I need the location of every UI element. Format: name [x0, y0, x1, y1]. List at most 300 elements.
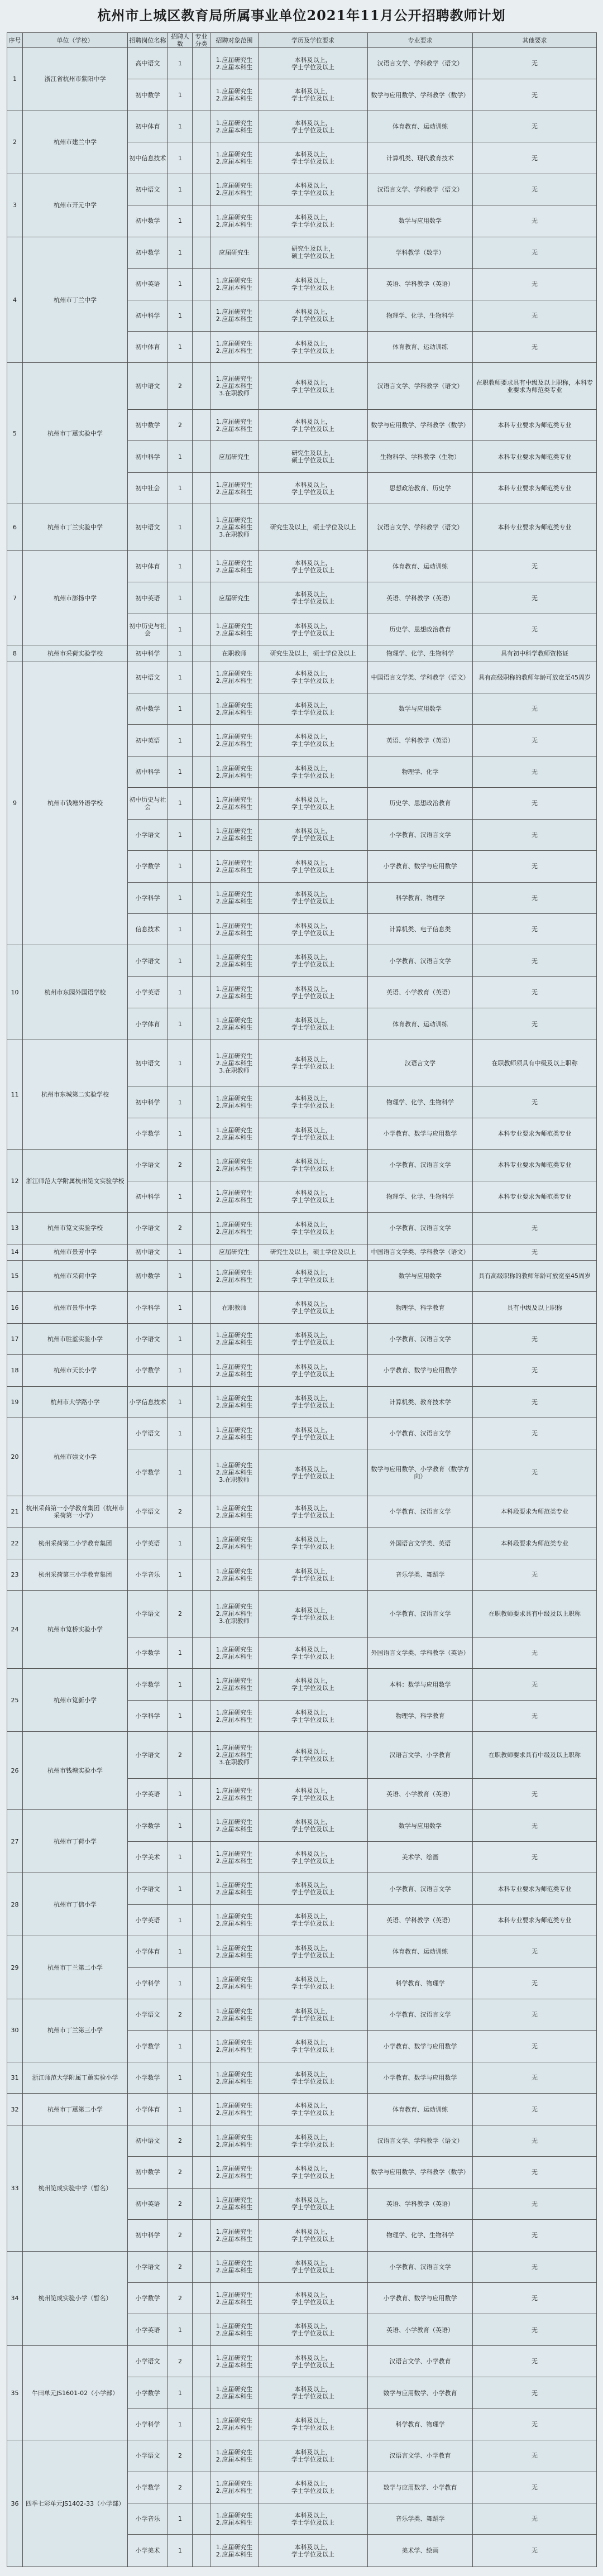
position-cell: 初中体育: [128, 331, 168, 362]
school-cell: 杭州市丁蕙实验中学: [23, 363, 128, 504]
major-cell: 外国语言文学类、英语: [368, 1528, 473, 1559]
sequence-cell: 34: [7, 2251, 23, 2345]
other-requirement-cell: 本科专业要求为师范类专业: [473, 1118, 597, 1149]
other-requirement-cell: 无: [473, 2377, 597, 2409]
headcount-cell: 1: [168, 2314, 193, 2345]
headcount-cell: 2: [168, 2188, 193, 2219]
category-cell: [193, 2472, 210, 2503]
other-requirement-cell: 无: [473, 1559, 597, 1590]
other-requirement-cell: 无: [473, 269, 597, 300]
headcount-cell: 1: [168, 756, 193, 787]
other-requirement-cell: 无: [473, 1841, 597, 1873]
category-cell: [193, 2031, 210, 2062]
table-row: [7, 1810, 597, 1841]
scope-cell: 1.应届研究生 2.应届本科生: [210, 2535, 259, 2567]
headcount-cell: 1: [168, 441, 193, 472]
other-requirement-cell: 无: [473, 2535, 597, 2567]
education-cell: 本科及以上， 学士学位及以上: [259, 1669, 368, 1700]
major-cell: 汉语言文学、学科教学（语文）: [368, 174, 473, 205]
school-cell: 杭州市丁荷小学: [23, 1810, 128, 1873]
school-cell: 杭州市采荷中学: [23, 1260, 128, 1291]
education-cell: 本科及以上， 学士学位及以上: [259, 111, 368, 142]
school-cell: 杭州市大学路小学: [23, 1386, 128, 1418]
major-cell: 英语、学科教学（英语）: [368, 269, 473, 300]
position-cell: 初中历史与社会: [128, 788, 168, 819]
position-cell: 小学语文: [128, 1591, 168, 1637]
category-cell: [193, 472, 210, 504]
headcount-cell: 1: [168, 914, 193, 945]
category-cell: [193, 756, 210, 787]
education-cell: 本科及以上， 学士学位及以上: [259, 1040, 368, 1086]
education-cell: 本科及以上， 学士学位及以上: [259, 2503, 368, 2535]
major-cell: 小学教育、汉语言文学: [368, 1999, 473, 2031]
major-cell: 汉语言文学、学科教学（语文）: [368, 504, 473, 551]
other-requirement-cell: 本科专业要求为师范类专业: [473, 410, 597, 441]
table-row: [7, 111, 597, 142]
scope-cell: 1.应届研究生 2.应届本科生: [210, 331, 259, 362]
other-requirement-cell: 在职教师须具有中级及以上职称: [473, 1040, 597, 1086]
scope-cell: 1.应届研究生 2.应届本科生: [210, 111, 259, 142]
scope-cell: 1.应届研究生 2.应届本科生: [210, 788, 259, 819]
other-requirement-cell: 无: [473, 2503, 597, 2535]
scope-cell: 1.应届研究生 2.应届本科生: [210, 914, 259, 945]
headcount-cell: 1: [168, 2031, 193, 2062]
table-row: [7, 2062, 597, 2093]
sequence-cell: 3: [7, 174, 23, 237]
headcount-cell: 1: [168, 582, 193, 614]
headcount-cell: 2: [168, 2125, 193, 2156]
position-cell: 小学体育: [128, 1936, 168, 1967]
other-requirement-cell: 无: [473, 851, 597, 882]
category-cell: [193, 2094, 210, 2125]
headcount-cell: 1: [168, 614, 193, 645]
sequence-cell: 10: [7, 945, 23, 1040]
category-cell: [193, 441, 210, 472]
school-cell: 杭州笕成实验中学（暂名）: [23, 2125, 128, 2251]
scope-cell: 1.应届研究生 2.应届本科生: [210, 945, 259, 976]
education-cell: 本科及以上， 学士学位及以上: [259, 1999, 368, 2031]
major-cell: 小学教育、汉语言文学: [368, 2251, 473, 2282]
other-requirement-cell: 无: [473, 237, 597, 268]
other-requirement-cell: 无: [473, 2472, 597, 2503]
other-requirement-cell: 无: [473, 2188, 597, 2219]
category-cell: [193, 1496, 210, 1528]
position-cell: 初中语文: [128, 174, 168, 205]
school-cell: 牛田单元JS1601-02（小学部）: [23, 2345, 128, 2440]
position-cell: 小学美术: [128, 2535, 168, 2567]
school-cell: 杭州市笕新小学: [23, 1669, 128, 1732]
major-cell: 数学与应用数学: [368, 1810, 473, 1841]
education-cell: 本科及以上， 学士学位及以上: [259, 1904, 368, 1936]
scope-cell: 1.应届研究生 2.应届本科生 3.在职教师: [210, 1591, 259, 1637]
other-requirement-cell: 无: [473, 1355, 597, 1386]
table-row: [7, 48, 597, 79]
scope-cell: 1.应届研究生 2.应届本科生: [210, 1118, 259, 1149]
headcount-cell: 1: [168, 1637, 193, 1669]
category-cell: [193, 851, 210, 882]
major-cell: 体育教育、运动训练: [368, 1008, 473, 1040]
major-cell: 小学教育、汉语言文学: [368, 1496, 473, 1528]
headcount-cell: 2: [168, 1496, 193, 1528]
scope-cell: 1.应届研究生 2.应届本科生: [210, 2377, 259, 2409]
education-cell: 本科及以上， 学士学位及以上: [259, 1386, 368, 1418]
education-cell: 本科及以上， 学士学位及以上: [259, 1841, 368, 1873]
category-cell: [193, 1323, 210, 1354]
scope-cell: 1.应届研究生 2.应届本科生: [210, 1700, 259, 1731]
category-cell: [193, 1591, 210, 1637]
category-cell: [193, 174, 210, 205]
position-cell: 小学英语: [128, 2314, 168, 2345]
other-requirement-cell: 无: [473, 2062, 597, 2093]
sequence-cell: 28: [7, 1873, 23, 1936]
scope-cell: 1.应届研究生 2.应届本科生: [210, 2062, 259, 2093]
headcount-cell: 1: [168, 1904, 193, 1936]
position-cell: 小学体育: [128, 2094, 168, 2125]
headcount-cell: 1: [168, 1559, 193, 1590]
headcount-cell: 1: [168, 2535, 193, 2567]
position-cell: 初中语文: [128, 1244, 168, 1260]
other-requirement-cell: 无: [473, 1213, 597, 1244]
scope-cell: 应届研究生: [210, 582, 259, 614]
position-cell: 小学音乐: [128, 1559, 168, 1590]
headcount-cell: 1: [168, 1841, 193, 1873]
education-cell: 本科及以上， 学士学位及以上: [259, 2314, 368, 2345]
other-requirement-cell: 在职教师要求具有中级及以上职称: [473, 1591, 597, 1637]
education-cell: 本科及以上， 学士学位及以上: [259, 788, 368, 819]
category-cell: [193, 1559, 210, 1590]
major-cell: 小学教育、汉语言文学: [368, 819, 473, 850]
major-cell: 数学与应用数学: [368, 693, 473, 724]
table-row: [7, 1873, 597, 1904]
category-cell: [193, 1778, 210, 1809]
position-cell: 初中科学: [128, 300, 168, 331]
sequence-cell: 30: [7, 1999, 23, 2062]
other-requirement-cell: 具有高级职称的教师年龄可放宽至45周岁: [473, 662, 597, 693]
position-cell: 小学语文: [128, 1873, 168, 1904]
category-cell: [193, 111, 210, 142]
table-row: [7, 1591, 597, 1637]
other-requirement-cell: 本科专业要求为师范类专业: [473, 441, 597, 472]
scope-cell: 1.应届研究生 2.应届本科生: [210, 2282, 259, 2314]
category-cell: [193, 1118, 210, 1149]
category-cell: [193, 2345, 210, 2377]
table-row: [7, 504, 597, 551]
education-cell: 本科及以上， 学士学位及以上: [259, 2031, 368, 2062]
other-requirement-cell: 无: [473, 1244, 597, 1260]
headcount-cell: 1: [168, 48, 193, 79]
table-row: [7, 550, 597, 582]
scope-cell: 1.应届研究生 2.应届本科生: [210, 2472, 259, 2503]
education-cell: 本科及以上， 学士学位及以上: [259, 79, 368, 111]
table-body: [7, 48, 597, 2567]
major-cell: 英语、小学教育（英语）: [368, 2314, 473, 2345]
category-cell: [193, 1999, 210, 2031]
education-cell: 本科及以上， 学士学位及以上: [259, 1778, 368, 1809]
category-cell: [193, 1841, 210, 1873]
major-cell: 汉语言文学、学科教学（语文）: [368, 48, 473, 79]
category-cell: [193, 1086, 210, 1118]
scope-cell: 1.应届研究生 2.应届本科生: [210, 1086, 259, 1118]
scope-cell: 1.应届研究生 2.应届本科生: [210, 300, 259, 331]
headcount-cell: 1: [168, 976, 193, 1008]
category-cell: [193, 237, 210, 268]
major-cell: 英语、学科教学（英语）: [368, 2188, 473, 2219]
school-cell: 杭州采荷第三小学教育集团: [23, 1559, 128, 1590]
table-row: [7, 662, 597, 693]
position-cell: 初中历史与社会: [128, 614, 168, 645]
scope-cell: 1.应届研究生 2.应届本科生: [210, 2314, 259, 2345]
scope-cell: 1.应届研究生 2.应届本科生: [210, 174, 259, 205]
education-cell: 本科及以上， 学士学位及以上: [259, 2282, 368, 2314]
category-cell: [193, 300, 210, 331]
position-cell: 高中语文: [128, 48, 168, 79]
major-cell: 小学教育、汉语言文学: [368, 945, 473, 976]
major-cell: 英语、学科教学（英语）: [368, 725, 473, 756]
position-cell: 小学语文: [128, 1150, 168, 1181]
table-row: [7, 945, 597, 976]
position-cell: 初中数学: [128, 237, 168, 268]
school-cell: 浙江师范大学附属丁蕙实验小学: [23, 2062, 128, 2093]
category-cell: [193, 1355, 210, 1386]
scope-cell: 1.应届研究生 2.应届本科生: [210, 2188, 259, 2219]
scope-cell: 在职教师: [210, 645, 259, 662]
category-cell: [193, 1967, 210, 1999]
major-cell: 小学教育、数学与应用数学: [368, 2031, 473, 2062]
education-cell: 本科及以上， 学士学位及以上: [259, 2409, 368, 2440]
category-cell: [193, 205, 210, 237]
school-cell: 杭州市丁兰实验中学: [23, 504, 128, 551]
category-cell: [193, 331, 210, 362]
education-cell: 研究生及以上， 硕士学位及以上: [259, 441, 368, 472]
other-requirement-cell: 无: [473, 79, 597, 111]
position-cell: 小学英语: [128, 1528, 168, 1559]
education-cell: 本科及以上， 学士学位及以上: [259, 300, 368, 331]
headcount-cell: 1: [168, 1008, 193, 1040]
scope-cell: 1.应届研究生 2.应届本科生: [210, 2503, 259, 2535]
sequence-cell: 15: [7, 1260, 23, 1291]
position-cell: 初中科学: [128, 2220, 168, 2251]
school-cell: 杭州市丁兰第三小学: [23, 1999, 128, 2062]
other-requirement-cell: 无: [473, 174, 597, 205]
education-cell: 本科及以上， 学士学位及以上: [259, 2094, 368, 2125]
headcount-cell: 1: [168, 2503, 193, 2535]
other-requirement-cell: 无: [473, 1323, 597, 1354]
headcount-cell: 2: [168, 1213, 193, 1244]
position-cell: 初中科学: [128, 756, 168, 787]
position-cell: 初中英语: [128, 2188, 168, 2219]
category-cell: [193, 645, 210, 662]
school-cell: 杭州市东城第二实验学校: [23, 1040, 128, 1150]
position-cell: 小学数学: [128, 2282, 168, 2314]
other-requirement-cell: 无: [473, 1936, 597, 1967]
position-cell: 小学语文: [128, 1323, 168, 1354]
position-cell: 初中数学: [128, 1260, 168, 1291]
education-cell: 本科及以上， 学士学位及以上: [259, 882, 368, 913]
major-cell: 小学教育、数学与应用数学: [368, 1355, 473, 1386]
major-cell: 数学与应用数学、学科教学（数学）: [368, 79, 473, 111]
headcount-cell: 1: [168, 1810, 193, 1841]
header-cell: 招聘岗位名称: [128, 33, 168, 48]
category-cell: [193, 1873, 210, 1904]
table-row: [7, 1496, 597, 1528]
category-cell: [193, 788, 210, 819]
other-requirement-cell: 无: [473, 111, 597, 142]
major-cell: 小学教育、数学与应用数学: [368, 1118, 473, 1149]
table-row: [7, 1213, 597, 1244]
sequence-cell: 13: [7, 1213, 23, 1244]
scope-cell: 1.应届研究生 2.应届本科生: [210, 1559, 259, 1590]
major-cell: 汉语言文学、小学教育: [368, 2345, 473, 2377]
education-cell: 本科及以上， 学士学位及以上: [259, 1118, 368, 1149]
scope-cell: 1.应届研究生 2.应届本科生 3.在职教师: [210, 1449, 259, 1496]
category-cell: [193, 410, 210, 441]
other-requirement-cell: 无: [473, 614, 597, 645]
headcount-cell: 1: [168, 945, 193, 976]
position-cell: 小学数学: [128, 1637, 168, 1669]
headcount-cell: 1: [168, 331, 193, 362]
major-cell: 小学教育、汉语言文学: [368, 1873, 473, 1904]
position-cell: 小学语文: [128, 819, 168, 850]
major-cell: 小学教育、汉语言文学: [368, 1150, 473, 1181]
major-cell: 中国语言文学类、学科教学（语文）: [368, 662, 473, 693]
school-cell: 杭州市东园外国语学校: [23, 945, 128, 1040]
education-cell: 本科及以上， 学士学位及以上: [259, 363, 368, 410]
scope-cell: 1.应届研究生 2.应届本科生 3.在职教师: [210, 1040, 259, 1086]
category-cell: [193, 819, 210, 850]
category-cell: [193, 1528, 210, 1559]
major-cell: 本科：数学与应用数学: [368, 1669, 473, 1700]
other-requirement-cell: 无: [473, 331, 597, 362]
table-row: [7, 1669, 597, 1700]
headcount-cell: 2: [168, 363, 193, 410]
education-cell: 本科及以上， 学士学位及以上: [259, 756, 368, 787]
position-cell: 小学数学: [128, 2377, 168, 2409]
position-cell: 小学信息技术: [128, 1386, 168, 1418]
other-requirement-cell: 无: [473, 1999, 597, 2031]
sequence-cell: 29: [7, 1936, 23, 1999]
education-cell: 本科及以上， 学士学位及以上: [259, 914, 368, 945]
table-row: [7, 1418, 597, 1449]
position-cell: 小学数学: [128, 1449, 168, 1496]
scope-cell: 1.应届研究生 2.应届本科生: [210, 1967, 259, 1999]
other-requirement-cell: 无: [473, 945, 597, 976]
major-cell: 物理学、科学教育: [368, 1700, 473, 1731]
other-requirement-cell: 在职教师要求具有中级及以上职称: [473, 1732, 597, 1779]
other-requirement-cell: 无: [473, 1449, 597, 1496]
sequence-cell: 11: [7, 1040, 23, 1150]
school-cell: 杭州市笕文实验学校: [23, 1213, 128, 1244]
education-cell: 本科及以上， 学士学位及以上: [259, 2157, 368, 2188]
education-cell: 本科及以上， 学士学位及以上: [259, 945, 368, 976]
major-cell: 生物科学、学科教学（生物）: [368, 441, 473, 472]
education-cell: 本科及以上， 学士学位及以上: [259, 1355, 368, 1386]
category-cell: [193, 1732, 210, 1779]
category-cell: [193, 1700, 210, 1731]
education-cell: 本科及以上， 学士学位及以上: [259, 2125, 368, 2156]
position-cell: 初中数学: [128, 410, 168, 441]
major-cell: 物理学、化学、生物科学: [368, 645, 473, 662]
category-cell: [193, 1213, 210, 1244]
major-cell: 数学与应用数学、学科教学（数学）: [368, 2157, 473, 2188]
education-cell: 本科及以上， 学士学位及以上: [259, 48, 368, 79]
table-row: [7, 645, 597, 662]
scope-cell: 1.应届研究生 2.应届本科生: [210, 2440, 259, 2472]
headcount-cell: 1: [168, 504, 193, 551]
sequence-cell: 31: [7, 2062, 23, 2093]
sequence-cell: 23: [7, 1559, 23, 1590]
scope-cell: 1.应届研究生 2.应届本科生: [210, 614, 259, 645]
sequence-cell: 1: [7, 48, 23, 111]
scope-cell: 1.应届研究生 2.应届本科生: [210, 2251, 259, 2282]
education-cell: 本科及以上， 学士学位及以上: [259, 410, 368, 441]
headcount-cell: 1: [168, 2409, 193, 2440]
sequence-cell: 16: [7, 1292, 23, 1323]
scope-cell: 1.应届研究生 2.应届本科生: [210, 1873, 259, 1904]
headcount-cell: 1: [168, 645, 193, 662]
position-cell: 初中语文: [128, 662, 168, 693]
education-cell: 研究生及以上，硕士学位及以上: [259, 645, 368, 662]
header-cell: 专业要求: [368, 33, 473, 48]
major-cell: 计算机类、电子信息类: [368, 914, 473, 945]
major-cell: 体育教育、运动训练: [368, 111, 473, 142]
other-requirement-cell: 无: [473, 1637, 597, 1669]
education-cell: 本科及以上， 学士学位及以上: [259, 2472, 368, 2503]
school-cell: 杭州市开元中学: [23, 174, 128, 237]
sequence-cell: 21: [7, 1496, 23, 1528]
school-cell: 杭州采荷第一小学教育集团（杭州市采荷第一小学）: [23, 1496, 128, 1528]
other-requirement-cell: 无: [473, 2282, 597, 2314]
category-cell: [193, 363, 210, 410]
headcount-cell: 2: [168, 2472, 193, 2503]
position-cell: 小学科学: [128, 2409, 168, 2440]
scope-cell: 1.应届研究生 2.应届本科生: [210, 725, 259, 756]
category-cell: [193, 1936, 210, 1967]
scope-cell: 1.应届研究生 2.应届本科生: [210, 2125, 259, 2156]
school-cell: 杭州笕成实验小学（暂名）: [23, 2251, 128, 2345]
category-cell: [193, 2188, 210, 2219]
major-cell: 数学与应用数学、学科教学（数学）: [368, 410, 473, 441]
position-cell: 小学数学: [128, 2031, 168, 2062]
education-cell: 本科及以上， 学士学位及以上: [259, 269, 368, 300]
headcount-cell: 1: [168, 1118, 193, 1149]
position-cell: 小学语文: [128, 1732, 168, 1779]
table-row: [7, 1732, 597, 1779]
header-cell: 学历及学位要求: [259, 33, 368, 48]
scope-cell: 1.应届研究生 2.应届本科生 3.在职教师: [210, 504, 259, 551]
education-cell: 本科及以上， 学士学位及以上: [259, 1936, 368, 1967]
major-cell: 物理学、化学、生物科学: [368, 1086, 473, 1118]
category-cell: [193, 79, 210, 111]
education-cell: 本科及以上， 学士学位及以上: [259, 1181, 368, 1212]
scope-cell: 1.应届研究生 2.应届本科生: [210, 48, 259, 79]
education-cell: 本科及以上， 学士学位及以上: [259, 1323, 368, 1354]
table-row: [7, 2094, 597, 2125]
other-requirement-cell: 在职教师要求具有中级及以上职称，本科专业要求为师范类专业: [473, 363, 597, 410]
major-cell: 汉语言文学: [368, 1040, 473, 1086]
sequence-cell: 7: [7, 550, 23, 645]
school-cell: 杭州市采荷实验学校: [23, 645, 128, 662]
school-cell: 杭州市天长小学: [23, 1355, 128, 1386]
category-cell: [193, 914, 210, 945]
major-cell: 数学与应用数学、小学教育（数学方向）: [368, 1449, 473, 1496]
major-cell: 英语、学科教学（英语）: [368, 582, 473, 614]
category-cell: [193, 504, 210, 551]
position-cell: 初中语文: [128, 1040, 168, 1086]
scope-cell: 1.应届研究生 2.应届本科生: [210, 472, 259, 504]
school-cell: 杭州市崇文小学: [23, 1418, 128, 1496]
category-cell: [193, 2409, 210, 2440]
education-cell: 本科及以上， 学士学位及以上: [259, 1418, 368, 1449]
